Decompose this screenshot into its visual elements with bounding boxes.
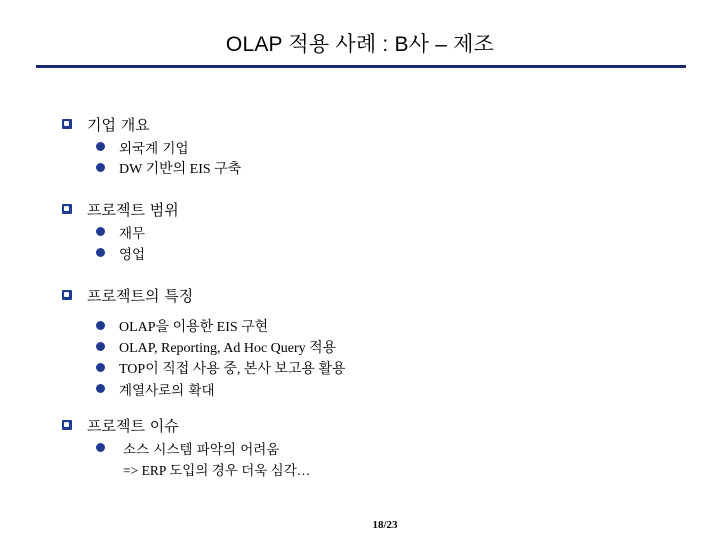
item-text: 소스 시스템 파악의 어려움	[123, 441, 280, 458]
item-text: OLAP, Reporting, Ad Hoc Query 적용	[119, 340, 337, 356]
item-text: 계열사로의 확대	[119, 382, 215, 399]
list-item	[62, 437, 310, 458]
item-text: 영업	[119, 246, 146, 263]
section-heading	[62, 413, 310, 437]
list-item	[62, 157, 241, 178]
dot-bullet-icon	[96, 363, 105, 372]
square-bullet-icon	[62, 119, 74, 130]
item-list	[62, 136, 241, 178]
section-label: 프로젝트 범위	[87, 200, 179, 219]
square-bullet-icon	[62, 290, 74, 301]
dot-bullet-icon	[96, 248, 105, 257]
slide-title: OLAP 적용 사례 : B사 – 제조	[225, 33, 495, 56]
section-project-features	[62, 283, 346, 399]
section-company-overview	[62, 112, 241, 178]
item-text: 외국계 기업	[119, 140, 189, 157]
square-bullet-icon	[62, 204, 74, 215]
item-text: OLAP을 이용한 EIS 구현	[119, 319, 269, 335]
section-label: 프로젝트의 특징	[87, 286, 194, 305]
page-number: 18/23	[372, 519, 398, 531]
item-text: DW 기반의 EIS 구축	[119, 161, 242, 177]
list-item	[62, 136, 241, 157]
dot-bullet-icon	[96, 384, 105, 393]
item-text: TOP이 직접 사용 중, 본사 보고용 활용	[119, 361, 346, 377]
section-label: 프로젝트 이슈	[87, 416, 179, 435]
section-project-scope	[62, 197, 179, 263]
list-item	[62, 315, 346, 336]
dot-bullet-icon	[96, 321, 105, 330]
list-item	[62, 378, 346, 399]
dot-bullet-icon	[96, 163, 105, 172]
item-text: 재무	[119, 225, 146, 242]
list-item	[62, 336, 346, 357]
dot-bullet-icon	[96, 227, 105, 236]
section-heading	[62, 197, 179, 221]
dot-bullet-icon	[96, 142, 105, 151]
title-divider	[36, 65, 686, 68]
list-item	[62, 242, 179, 263]
item-list	[62, 315, 346, 399]
list-item	[62, 221, 179, 242]
section-project-issues	[62, 413, 310, 479]
square-bullet-icon	[62, 420, 74, 431]
item-list	[62, 221, 179, 263]
item-list	[62, 437, 310, 458]
section-heading	[62, 112, 241, 136]
section-heading	[62, 283, 346, 307]
dot-bullet-icon	[96, 443, 105, 452]
dot-bullet-icon	[96, 342, 105, 351]
item-continuation: => ERP 도입의 경우 더욱 심각…	[123, 462, 311, 478]
list-item	[62, 357, 346, 378]
section-label: 기업 개요	[87, 115, 150, 134]
